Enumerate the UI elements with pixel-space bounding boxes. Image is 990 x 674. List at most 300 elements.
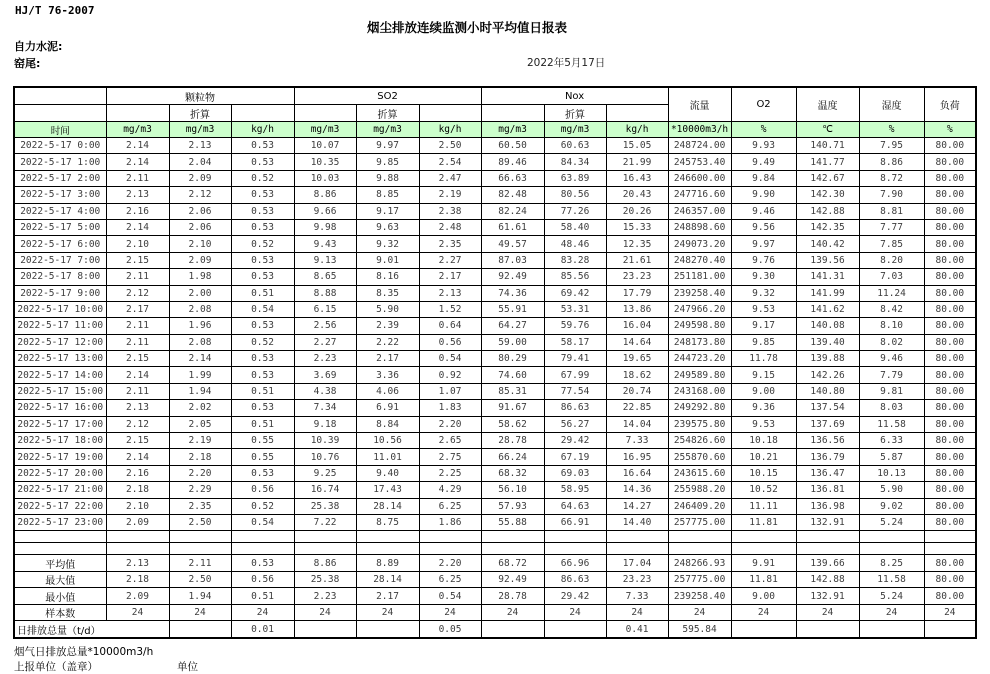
hour-row — [14, 301, 976, 317]
blank-cell — [859, 531, 924, 543]
hour-row — [14, 269, 976, 285]
blank-cell — [14, 531, 106, 543]
value-cell: 9.32 — [731, 285, 796, 301]
value-cell: 9.13 — [294, 252, 356, 268]
value-cell: 15.33 — [606, 219, 668, 235]
value-cell: 1.99 — [169, 367, 231, 383]
value-cell: 64.27 — [481, 318, 544, 334]
hour-row — [14, 351, 976, 367]
value-cell: 9.02 — [859, 498, 924, 514]
time-cell: 2022-5-17 18:00 — [14, 433, 106, 449]
flow-daily-total-note: 烟气日排放总量*10000m3/h — [14, 646, 154, 658]
time-cell: 2022-5-17 15:00 — [14, 383, 106, 399]
value-cell: 2.35 — [169, 498, 231, 514]
value-cell: 80.00 — [924, 219, 976, 235]
value-cell: 85.31 — [481, 383, 544, 399]
summary-value: 8.25 — [859, 555, 924, 572]
value-cell: 80.00 — [924, 170, 976, 186]
value-cell: 141.99 — [796, 285, 859, 301]
summary-value: 1.94 — [169, 588, 231, 605]
header-empty-cell — [106, 105, 169, 122]
value-cell: 142.67 — [796, 170, 859, 186]
value-cell: 8.85 — [356, 187, 419, 203]
value-cell: 2.27 — [419, 252, 481, 268]
value-cell: 132.91 — [796, 514, 859, 530]
value-cell: 80.00 — [924, 252, 976, 268]
group-particulate: 颗粒物 — [106, 87, 294, 105]
time-cell: 2022-5-17 4:00 — [14, 203, 106, 219]
value-cell: 137.69 — [796, 416, 859, 432]
summary-value: 24 — [356, 604, 419, 621]
value-cell: 20.43 — [606, 187, 668, 203]
value-cell: 1.96 — [169, 318, 231, 334]
value-cell: 255988.20 — [668, 482, 731, 498]
table-header — [14, 87, 976, 138]
header-empty-cell — [294, 105, 356, 122]
hour-row — [14, 236, 976, 252]
value-cell: 243615.60 — [668, 465, 731, 481]
summary-value: 2.13 — [106, 555, 169, 572]
value-cell: 80.56 — [544, 187, 606, 203]
value-cell: 139.56 — [796, 252, 859, 268]
time-cell: 2022-5-17 8:00 — [14, 269, 106, 285]
time-cell: 2022-5-17 5:00 — [14, 219, 106, 235]
value-cell: 84.34 — [544, 154, 606, 170]
value-cell: 2.54 — [419, 154, 481, 170]
hour-row — [14, 482, 976, 498]
value-cell: 68.32 — [481, 465, 544, 481]
value-cell: 249589.80 — [668, 367, 731, 383]
value-cell: 0.53 — [231, 203, 294, 219]
daily-total-value: 0.01 — [231, 621, 294, 638]
time-cell: 2022-5-17 14:00 — [14, 367, 106, 383]
value-cell: 9.00 — [731, 383, 796, 399]
value-cell: 254826.60 — [668, 433, 731, 449]
value-cell: 0.53 — [231, 367, 294, 383]
value-cell: 16.74 — [294, 482, 356, 498]
value-cell: 77.54 — [544, 383, 606, 399]
value-cell: 0.55 — [231, 433, 294, 449]
blank-cell — [668, 543, 731, 555]
summary-value: 5.24 — [859, 588, 924, 605]
value-cell: 9.85 — [731, 334, 796, 350]
value-cell: 246600.00 — [668, 170, 731, 186]
daily-total-value — [356, 621, 419, 638]
value-cell: 3.36 — [356, 367, 419, 383]
summary-value: 24 — [668, 604, 731, 621]
value-cell: 0.53 — [231, 351, 294, 367]
header-temperature: 温度 — [796, 87, 859, 122]
hour-row — [14, 465, 976, 481]
header-empty-cell — [481, 105, 544, 122]
header-load: 负荷 — [924, 87, 976, 122]
blank-cell — [169, 531, 231, 543]
value-cell: 53.31 — [544, 301, 606, 317]
value-cell: 82.24 — [481, 203, 544, 219]
summary-value: 2.50 — [169, 571, 231, 588]
value-cell: 8.20 — [859, 252, 924, 268]
unit-cell: *10000m3/h — [668, 122, 731, 138]
value-cell: 2.38 — [419, 203, 481, 219]
value-cell: 67.99 — [544, 367, 606, 383]
value-cell: 80.00 — [924, 154, 976, 170]
value-cell: 0.55 — [231, 449, 294, 465]
summary-value: 24 — [231, 604, 294, 621]
value-cell: 58.40 — [544, 219, 606, 235]
value-cell: 74.36 — [481, 285, 544, 301]
value-cell: 2.08 — [169, 334, 231, 350]
value-cell: 80.00 — [924, 203, 976, 219]
daily-total-value — [924, 621, 976, 638]
value-cell: 66.91 — [544, 514, 606, 530]
daily-total-row — [14, 621, 976, 638]
value-cell: 2.14 — [106, 138, 169, 154]
value-cell: 2.09 — [169, 170, 231, 186]
value-cell: 80.00 — [924, 285, 976, 301]
hour-row — [14, 203, 976, 219]
value-cell: 2.14 — [106, 367, 169, 383]
value-cell: 10.18 — [731, 433, 796, 449]
daily-total-value — [796, 621, 859, 638]
value-cell: 0.53 — [231, 187, 294, 203]
value-cell: 2.12 — [106, 416, 169, 432]
summary-value: 6.25 — [419, 571, 481, 588]
standard-code: HJ/T 76-2007 — [15, 4, 95, 17]
value-cell: 79.41 — [544, 351, 606, 367]
value-cell: 66.24 — [481, 449, 544, 465]
value-cell: 1.86 — [419, 514, 481, 530]
value-cell: 248173.80 — [668, 334, 731, 350]
value-cell: 60.50 — [481, 138, 544, 154]
time-cell: 2022-5-17 0:00 — [14, 138, 106, 154]
value-cell: 5.24 — [859, 514, 924, 530]
value-cell: 14.04 — [606, 416, 668, 432]
time-cell: 2022-5-17 2:00 — [14, 170, 106, 186]
value-cell: 20.26 — [606, 203, 668, 219]
hour-row — [14, 498, 976, 514]
value-cell: 69.42 — [544, 285, 606, 301]
value-cell: 9.84 — [731, 170, 796, 186]
summary-value: 80.00 — [924, 588, 976, 605]
value-cell: 136.81 — [796, 482, 859, 498]
value-cell: 8.86 — [859, 154, 924, 170]
blank-cell — [859, 543, 924, 555]
value-cell: 86.63 — [544, 400, 606, 416]
value-cell: 56.27 — [544, 416, 606, 432]
summary-value: 8.89 — [356, 555, 419, 572]
company-label: 自力水泥: — [14, 40, 63, 53]
value-cell: 7.34 — [294, 400, 356, 416]
summary-value: 24 — [859, 604, 924, 621]
summary-value: 2.18 — [106, 571, 169, 588]
value-cell: 80.00 — [924, 367, 976, 383]
value-cell: 2.48 — [419, 219, 481, 235]
value-cell: 80.29 — [481, 351, 544, 367]
value-cell: 2.19 — [419, 187, 481, 203]
value-cell: 136.47 — [796, 465, 859, 481]
daily-total-value — [731, 621, 796, 638]
value-cell: 6.33 — [859, 433, 924, 449]
value-cell: 80.00 — [924, 514, 976, 530]
time-cell: 2022-5-17 19:00 — [14, 449, 106, 465]
value-cell: 13.86 — [606, 301, 668, 317]
value-cell: 7.95 — [859, 138, 924, 154]
value-cell: 6.25 — [419, 498, 481, 514]
blank-cell — [544, 531, 606, 543]
value-cell: 29.42 — [544, 433, 606, 449]
value-cell: 55.88 — [481, 514, 544, 530]
summary-value: 7.33 — [606, 588, 668, 605]
blank-row — [14, 531, 976, 543]
value-cell: 1.98 — [169, 269, 231, 285]
value-cell: 2.50 — [169, 514, 231, 530]
summary-row — [14, 604, 976, 621]
value-cell: 2.14 — [106, 449, 169, 465]
value-cell: 7.22 — [294, 514, 356, 530]
value-cell: 243168.00 — [668, 383, 731, 399]
value-cell: 0.53 — [231, 219, 294, 235]
hour-row — [14, 367, 976, 383]
value-cell: 14.64 — [606, 334, 668, 350]
time-cell: 2022-5-17 7:00 — [14, 252, 106, 268]
value-cell: 6.91 — [356, 400, 419, 416]
blank-cell — [106, 531, 169, 543]
summary-value: 28.78 — [481, 588, 544, 605]
unit-cell: kg/h — [231, 122, 294, 138]
hour-row — [14, 400, 976, 416]
value-cell: 2.11 — [106, 383, 169, 399]
header-converted-particulate: 折算 — [169, 105, 231, 122]
value-cell: 2.75 — [419, 449, 481, 465]
hour-row — [14, 219, 976, 235]
value-cell: 25.38 — [294, 498, 356, 514]
table-body — [14, 138, 976, 638]
hour-row — [14, 416, 976, 432]
value-cell: 2.13 — [106, 400, 169, 416]
value-cell: 10.03 — [294, 170, 356, 186]
value-cell: 140.08 — [796, 318, 859, 334]
value-cell: 10.35 — [294, 154, 356, 170]
value-cell: 11.01 — [356, 449, 419, 465]
summary-value: 2.11 — [169, 555, 231, 572]
value-cell: 22.85 — [606, 400, 668, 416]
value-cell: 2.05 — [169, 416, 231, 432]
value-cell: 2.17 — [106, 301, 169, 317]
value-cell: 59.00 — [481, 334, 544, 350]
value-cell: 17.79 — [606, 285, 668, 301]
value-cell: 10.52 — [731, 482, 796, 498]
unit-label: 单位 — [177, 661, 198, 673]
value-cell: 2.06 — [169, 203, 231, 219]
value-cell: 10.56 — [356, 433, 419, 449]
value-cell: 18.62 — [606, 367, 668, 383]
value-cell: 2.18 — [106, 482, 169, 498]
value-cell: 257775.00 — [668, 514, 731, 530]
value-cell: 2.15 — [106, 433, 169, 449]
value-cell: 1.83 — [419, 400, 481, 416]
value-cell: 16.04 — [606, 318, 668, 334]
value-cell: 2.56 — [294, 318, 356, 334]
blank-cell — [796, 531, 859, 543]
value-cell: 239575.80 — [668, 416, 731, 432]
value-cell: 57.93 — [481, 498, 544, 514]
value-cell: 249598.80 — [668, 318, 731, 334]
value-cell: 4.06 — [356, 383, 419, 399]
value-cell: 5.90 — [859, 482, 924, 498]
summary-value: 66.96 — [544, 555, 606, 572]
hour-row — [14, 514, 976, 530]
value-cell: 9.15 — [731, 367, 796, 383]
value-cell: 2.16 — [106, 203, 169, 219]
value-cell: 80.00 — [924, 318, 976, 334]
unit-cell: mg/m3 — [106, 122, 169, 138]
value-cell: 2.17 — [419, 269, 481, 285]
header-empty-cell — [606, 105, 668, 122]
value-cell: 6.15 — [294, 301, 356, 317]
unit-cell: mg/m3 — [481, 122, 544, 138]
value-cell: 2.11 — [106, 170, 169, 186]
value-cell: 9.17 — [356, 203, 419, 219]
value-cell: 3.69 — [294, 367, 356, 383]
summary-value: 29.42 — [544, 588, 606, 605]
report-table — [13, 86, 977, 639]
value-cell: 2.11 — [106, 334, 169, 350]
value-cell: 59.76 — [544, 318, 606, 334]
value-cell: 2.12 — [106, 285, 169, 301]
value-cell: 80.00 — [924, 465, 976, 481]
value-cell: 142.35 — [796, 219, 859, 235]
value-cell: 56.10 — [481, 482, 544, 498]
value-cell: 9.88 — [356, 170, 419, 186]
value-cell: 8.10 — [859, 318, 924, 334]
summary-label: 平均值 — [14, 555, 106, 572]
value-cell: 11.78 — [731, 351, 796, 367]
hour-row — [14, 252, 976, 268]
value-cell: 9.53 — [731, 301, 796, 317]
value-cell: 16.43 — [606, 170, 668, 186]
value-cell: 10.15 — [731, 465, 796, 481]
value-cell: 248898.60 — [668, 219, 731, 235]
summary-value: 24 — [924, 604, 976, 621]
value-cell: 246409.20 — [668, 498, 731, 514]
value-cell: 80.00 — [924, 498, 976, 514]
value-cell: 48.46 — [544, 236, 606, 252]
location-label: 窑尾: — [14, 57, 41, 70]
value-cell: 9.97 — [731, 236, 796, 252]
value-cell: 2.15 — [106, 351, 169, 367]
value-cell: 8.42 — [859, 301, 924, 317]
summary-value: 24 — [294, 604, 356, 621]
unit-cell: mg/m3 — [356, 122, 419, 138]
value-cell: 10.13 — [859, 465, 924, 481]
value-cell: 9.53 — [731, 416, 796, 432]
value-cell: 139.40 — [796, 334, 859, 350]
value-cell: 55.91 — [481, 301, 544, 317]
value-cell: 80.00 — [924, 400, 976, 416]
summary-value: 0.51 — [231, 588, 294, 605]
summary-label: 最小值 — [14, 588, 106, 605]
value-cell: 141.62 — [796, 301, 859, 317]
value-cell: 0.53 — [231, 269, 294, 285]
time-cell: 2022-5-17 17:00 — [14, 416, 106, 432]
value-cell: 10.76 — [294, 449, 356, 465]
summary-value: 2.17 — [356, 588, 419, 605]
value-cell: 10.21 — [731, 449, 796, 465]
value-cell: 14.27 — [606, 498, 668, 514]
value-cell: 137.54 — [796, 400, 859, 416]
value-cell: 14.40 — [606, 514, 668, 530]
page-title: 烟尘排放连续监测小时平均值日报表 — [367, 20, 568, 35]
value-cell: 10.07 — [294, 138, 356, 154]
value-cell: 58.62 — [481, 416, 544, 432]
value-cell: 91.67 — [481, 400, 544, 416]
value-cell: 0.52 — [231, 334, 294, 350]
blank-cell — [419, 543, 481, 555]
value-cell: 247966.20 — [668, 301, 731, 317]
value-cell: 142.26 — [796, 367, 859, 383]
value-cell: 2.27 — [294, 334, 356, 350]
value-cell: 80.00 — [924, 187, 976, 203]
summary-value: 11.58 — [859, 571, 924, 588]
value-cell: 0.54 — [231, 301, 294, 317]
summary-value: 11.81 — [731, 571, 796, 588]
time-cell: 2022-5-17 12:00 — [14, 334, 106, 350]
value-cell: 0.51 — [231, 416, 294, 432]
value-cell: 9.32 — [356, 236, 419, 252]
value-cell: 15.05 — [606, 138, 668, 154]
value-cell: 2.18 — [169, 449, 231, 465]
blank-cell — [294, 531, 356, 543]
value-cell: 136.98 — [796, 498, 859, 514]
value-cell: 11.58 — [859, 416, 924, 432]
unit-cell: kg/h — [606, 122, 668, 138]
time-cell: 2022-5-17 6:00 — [14, 236, 106, 252]
blank-cell — [294, 543, 356, 555]
value-cell: 246357.00 — [668, 203, 731, 219]
summary-value: 86.63 — [544, 571, 606, 588]
value-cell: 0.53 — [231, 465, 294, 481]
summary-label: 样本数 — [14, 604, 106, 621]
value-cell: 139.88 — [796, 351, 859, 367]
value-cell: 0.53 — [231, 318, 294, 334]
blank-cell — [481, 543, 544, 555]
value-cell: 1.94 — [169, 383, 231, 399]
hour-row — [14, 170, 976, 186]
value-cell: 2.04 — [169, 154, 231, 170]
value-cell: 74.60 — [481, 367, 544, 383]
time-cell: 2022-5-17 16:00 — [14, 400, 106, 416]
time-cell: 2022-5-17 9:00 — [14, 285, 106, 301]
hour-row — [14, 138, 976, 154]
value-cell: 2.16 — [106, 465, 169, 481]
value-cell: 63.89 — [544, 170, 606, 186]
value-cell: 80.00 — [924, 416, 976, 432]
summary-label: 最大值 — [14, 571, 106, 588]
value-cell: 80.00 — [924, 301, 976, 317]
summary-value: 0.56 — [231, 571, 294, 588]
value-cell: 2.14 — [169, 351, 231, 367]
value-cell: 9.66 — [294, 203, 356, 219]
report-date: 2022年5月17日 — [527, 57, 606, 69]
unit-cell: kg/h — [419, 122, 481, 138]
summary-value: 24 — [606, 604, 668, 621]
value-cell: 0.53 — [231, 400, 294, 416]
value-cell: 2.23 — [294, 351, 356, 367]
value-cell: 2.11 — [106, 318, 169, 334]
value-cell: 8.88 — [294, 285, 356, 301]
value-cell: 7.85 — [859, 236, 924, 252]
summary-value: 139.66 — [796, 555, 859, 572]
